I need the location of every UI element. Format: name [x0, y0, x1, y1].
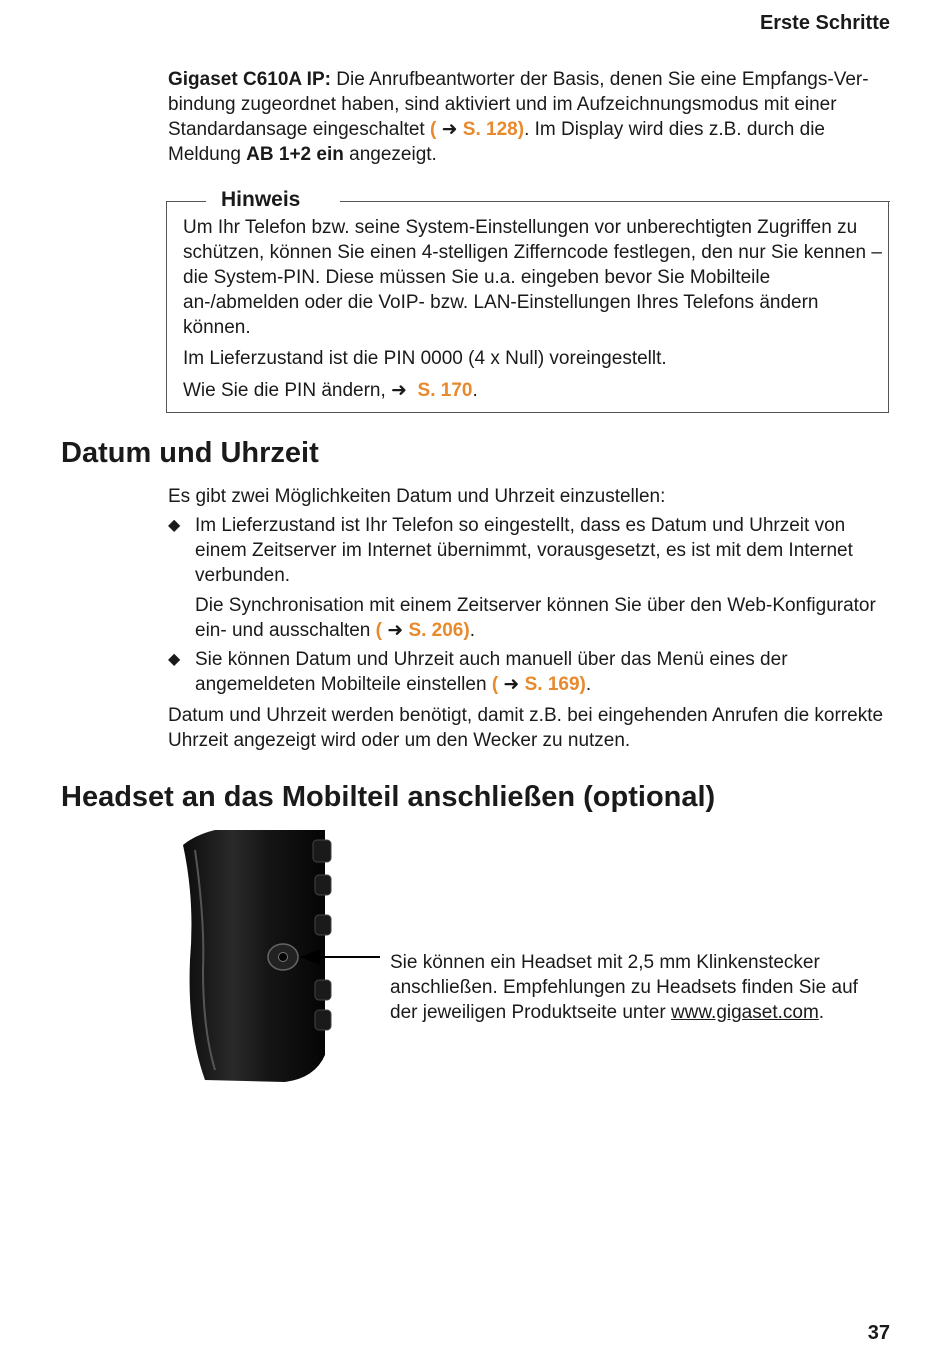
page-ref-open: (	[491, 674, 499, 695]
intro-paragraph	[168, 67, 890, 167]
list-item	[195, 647, 890, 697]
intro-text-1: Die Anrufbeantworter der Basis, denen Sie eine Empfangs-Ver-bindung zugeordnet haben, sind aktiviert und im Aufzeichnungsmodus mit einer Standardansage eingeschaltet	[168, 69, 869, 140]
arrow-right-icon: ➜	[391, 380, 407, 401]
note-divider	[166, 201, 206, 202]
page-ref-link[interactable]: S. 128)	[462, 119, 525, 140]
note-pin-end: .	[472, 380, 478, 401]
page-ref-link[interactable]: S. 170	[417, 380, 473, 401]
website-link[interactable]: www.gigaset.com	[670, 1002, 819, 1023]
model-label: Gigaset C610A IP:	[168, 69, 331, 90]
arrow-right-icon: ➜	[441, 119, 458, 140]
running-header: Erste Schritte	[759, 12, 890, 34]
sync-end: .	[469, 620, 475, 641]
page-ref-link[interactable]: S. 206)	[408, 620, 470, 641]
headset-caption-text: Sie können ein Headset mit 2,5 mm Klinkenstecker anschließen. Empfehlungen zu Headsets finden Sie auf der jeweiligen Produktseite unter	[390, 952, 858, 1023]
note-pin-text: Wie Sie die PIN ändern,	[183, 380, 392, 401]
sync-text: Die Synchronisation mit einem Zeitserver können Sie über den Web-Konfigurator ein- und ausschalten	[195, 595, 876, 641]
headset-caption-end: .	[818, 1002, 825, 1023]
diamond-bullet-icon: ◆	[168, 651, 181, 668]
page-ref-open: (	[429, 119, 437, 140]
section-heading: Datum und Uhrzeit	[61, 437, 319, 469]
list-item: Im Lieferzustand ist Ihr Telefon so eingestellt, dass es Datum und Uhrzeit von einem Zeitserver im Internet übernimmt, vorausgesetzt, es ist mit dem Internet verbunden.	[195, 515, 853, 586]
display-message: AB 1+2 ein	[246, 144, 344, 165]
intro-text-2: . Im Display wird dies z.B. durch die Meldung	[168, 119, 826, 165]
page-number: 37	[867, 1322, 890, 1344]
arrow-right-icon: ➜	[387, 620, 404, 641]
handset-side-illustration	[175, 830, 390, 1085]
note-paragraph: Im Lieferzustand ist die PIN 0000 (4 x Null) voreingestellt.	[183, 348, 667, 369]
section-closing: Datum und Uhrzeit werden benötigt, damit z.B. bei eingehenden Anrufen die korrekte Uhrzeit angezeigt wird oder um den Wecker zu nutzen.	[168, 705, 884, 751]
manual-end: .	[585, 674, 592, 695]
page-ref-link[interactable]: S. 169)	[524, 674, 586, 695]
diamond-bullet-icon: ◆	[168, 517, 181, 534]
note-divider	[340, 201, 890, 202]
note-paragraph: Um Ihr Telefon bzw. seine System-Einstellungen vor unberechtigten Zugriffen zu schützen, können Sie einen 4-stelligen Zifferncode festlegen, den nur Sie kennen – die System-PIN. Diese müssen Sie u.a. eingeben bevor Sie Mobilteile an-/abmelden oder die VoIP- bzw. LAN-Einstellungen Ihres Telefons ändern können.	[183, 217, 882, 338]
section-intro: Es gibt zwei Möglichkeiten Datum und Uhrzeit einzustellen:	[168, 486, 666, 507]
note-title: Hinweis	[221, 188, 301, 211]
arrow-right-icon: ➜	[503, 674, 520, 695]
manual-text: Sie können Datum und Uhrzeit auch manuell über das Menü eines der angemeldeten Mobilteile einstellen	[195, 649, 788, 695]
section-heading: Headset an das Mobilteil anschließen (optional)	[61, 781, 716, 813]
note-paragraph	[183, 378, 883, 403]
intro-text-3: angezeigt.	[343, 144, 437, 165]
list-item-subparagraph	[195, 593, 890, 643]
page-ref-open: (	[375, 620, 382, 641]
headset-caption	[390, 950, 860, 1025]
